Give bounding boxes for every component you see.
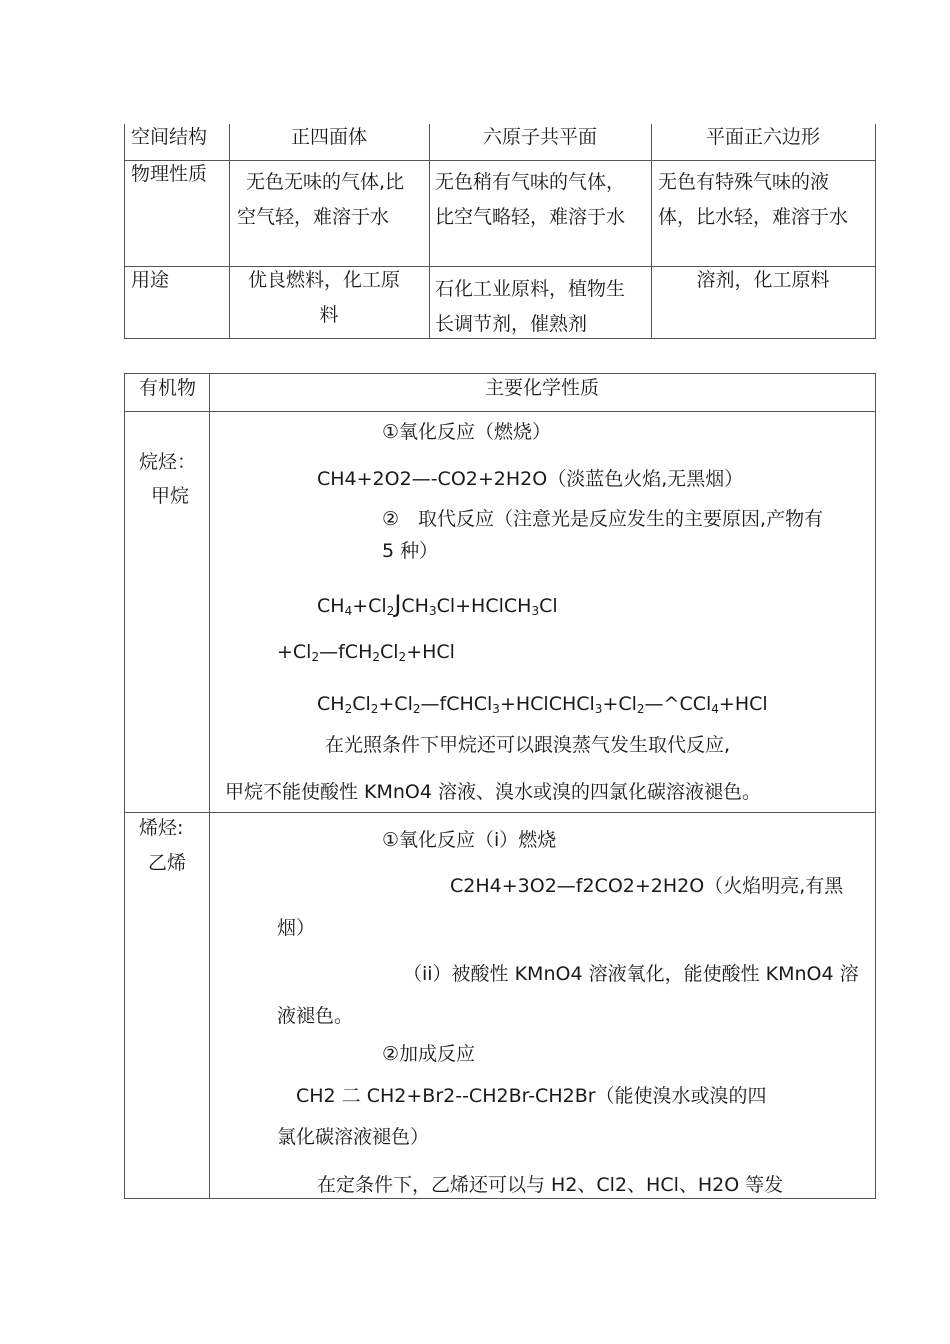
- ethylene-other-additions: 在定条件下，乙烯还可以与 H2、Cl2、HCl、H2O 等发: [317, 1174, 784, 1196]
- table2-border-right: [875, 373, 876, 1199]
- substitution-equation-3: $CH_2Cl_2+Cl_2—fCHCl_3+HClCHCl_3+Cl_2—\^{}CCl_4+HCl$: [317, 693, 768, 716]
- ethylene-addition-heading: ②加成反应: [382, 1043, 476, 1065]
- substitution-equation-2: $+Cl_2—fCH_2Cl_2+HCl$: [277, 641, 455, 664]
- table2-border-bottom: [124, 1198, 876, 1199]
- cell-methane-uses-line1: 优良燃料，化工原: [248, 269, 401, 291]
- row-label-structure: 空间结构: [131, 126, 208, 148]
- cell-ethylene-uses-line2: 长调节剂，催熟剂: [435, 313, 588, 335]
- table2-border-left: [124, 373, 125, 1199]
- row-label-uses: 用途: [131, 269, 170, 291]
- ethylene-oxidation-heading: ①氧化反应（i）燃烧: [382, 829, 557, 851]
- cell-ethylene-physical-line1: 无色稍有气味的气体，: [435, 171, 626, 193]
- methane-substitution-heading: ② 取代反应（注意光是反应发生的主要原因,产物有: [382, 508, 824, 530]
- table2-column-divider: [209, 373, 210, 1199]
- cell-ethylene-physical-line2: 比空气略轻，难溶于水: [435, 206, 626, 228]
- cell-benzene-physical-line2: 体，比水轻，难溶于水: [658, 206, 849, 228]
- alkane-label: 烷烃：: [139, 451, 197, 473]
- table1-row-divider-1: [124, 160, 876, 161]
- cell-methane-physical-line1: 无色无味的气体,比: [246, 171, 405, 193]
- methane-label: 甲烷: [151, 485, 190, 507]
- cell-benzene-physical-line1: 无色有特殊气味的液: [658, 171, 830, 193]
- header-organic-compound: 有机物: [139, 377, 197, 399]
- methane-substitution-products: 5 种）: [382, 540, 439, 562]
- cell-methane-uses-line2: 料: [319, 304, 339, 326]
- ethylene-kmno4-oxidation-end: 液褪色。: [277, 1005, 354, 1027]
- header-main-properties: 主要化学性质: [484, 377, 599, 399]
- table2-header-divider: [124, 411, 876, 412]
- table1-divider-3: [651, 124, 652, 339]
- ethylene-combustion-equation-end: 烟）: [277, 917, 316, 939]
- methane-combustion-equation: CH4+2O2—-CO2+2H2O（淡蓝色火焰,无黑烟）: [317, 468, 744, 490]
- table1-row-divider-2: [124, 266, 876, 267]
- table1-border-left: [124, 124, 125, 339]
- methane-oxidation-heading: ①氧化反应（燃烧）: [382, 421, 552, 443]
- cell-benzene-uses: 溶剂，化工原料: [696, 269, 830, 291]
- cell-methane-structure: 正四面体: [290, 126, 367, 148]
- table1-border-bottom: [124, 338, 876, 339]
- alkene-label: 烯烃:: [139, 817, 184, 839]
- substitution-equation-1: $CH_4+Cl_2JCH_3Cl+HClCH_3Cl$: [317, 590, 558, 618]
- table1-divider-2: [429, 124, 430, 339]
- row-label-physical: 物理性质: [131, 163, 208, 185]
- cell-methane-physical-line2: 空气轻，难溶于水: [237, 206, 390, 228]
- table1-border-right: [875, 124, 876, 339]
- cell-ethylene-uses-line1: 石化工业原料，植物生: [435, 278, 626, 300]
- methane-bromine-note: 在光照条件下甲烷还可以跟溴蒸气发生取代反应,: [325, 734, 731, 756]
- cell-benzene-structure: 平面正六边形: [705, 126, 820, 148]
- ethylene-bromine-addition-end: 氯化碳溶液褪色）: [277, 1126, 430, 1148]
- methane-kmno4-note: 甲烷不能使酸性 KMnO4 溶液、溴水或溴的四氯化碳溶液褪色。: [225, 781, 762, 803]
- ethylene-kmno4-oxidation: （ii）被酸性 KMnO4 溶液氧化，能使酸性 KMnO4 溶: [403, 963, 859, 985]
- table2-row-divider: [124, 812, 876, 813]
- ethylene-combustion-equation: C2H4+3O2—f2CO2+2H2O（火焰明亮,有黑: [450, 875, 844, 897]
- ethylene-label: 乙烯: [148, 852, 187, 874]
- cell-ethylene-structure: 六原子共平面: [482, 126, 597, 148]
- ethylene-bromine-addition: CH2 二 CH2+Br2--CH2Br-CH2Br（能使溴水或溴的四: [296, 1085, 767, 1107]
- table2-border-top: [124, 373, 876, 374]
